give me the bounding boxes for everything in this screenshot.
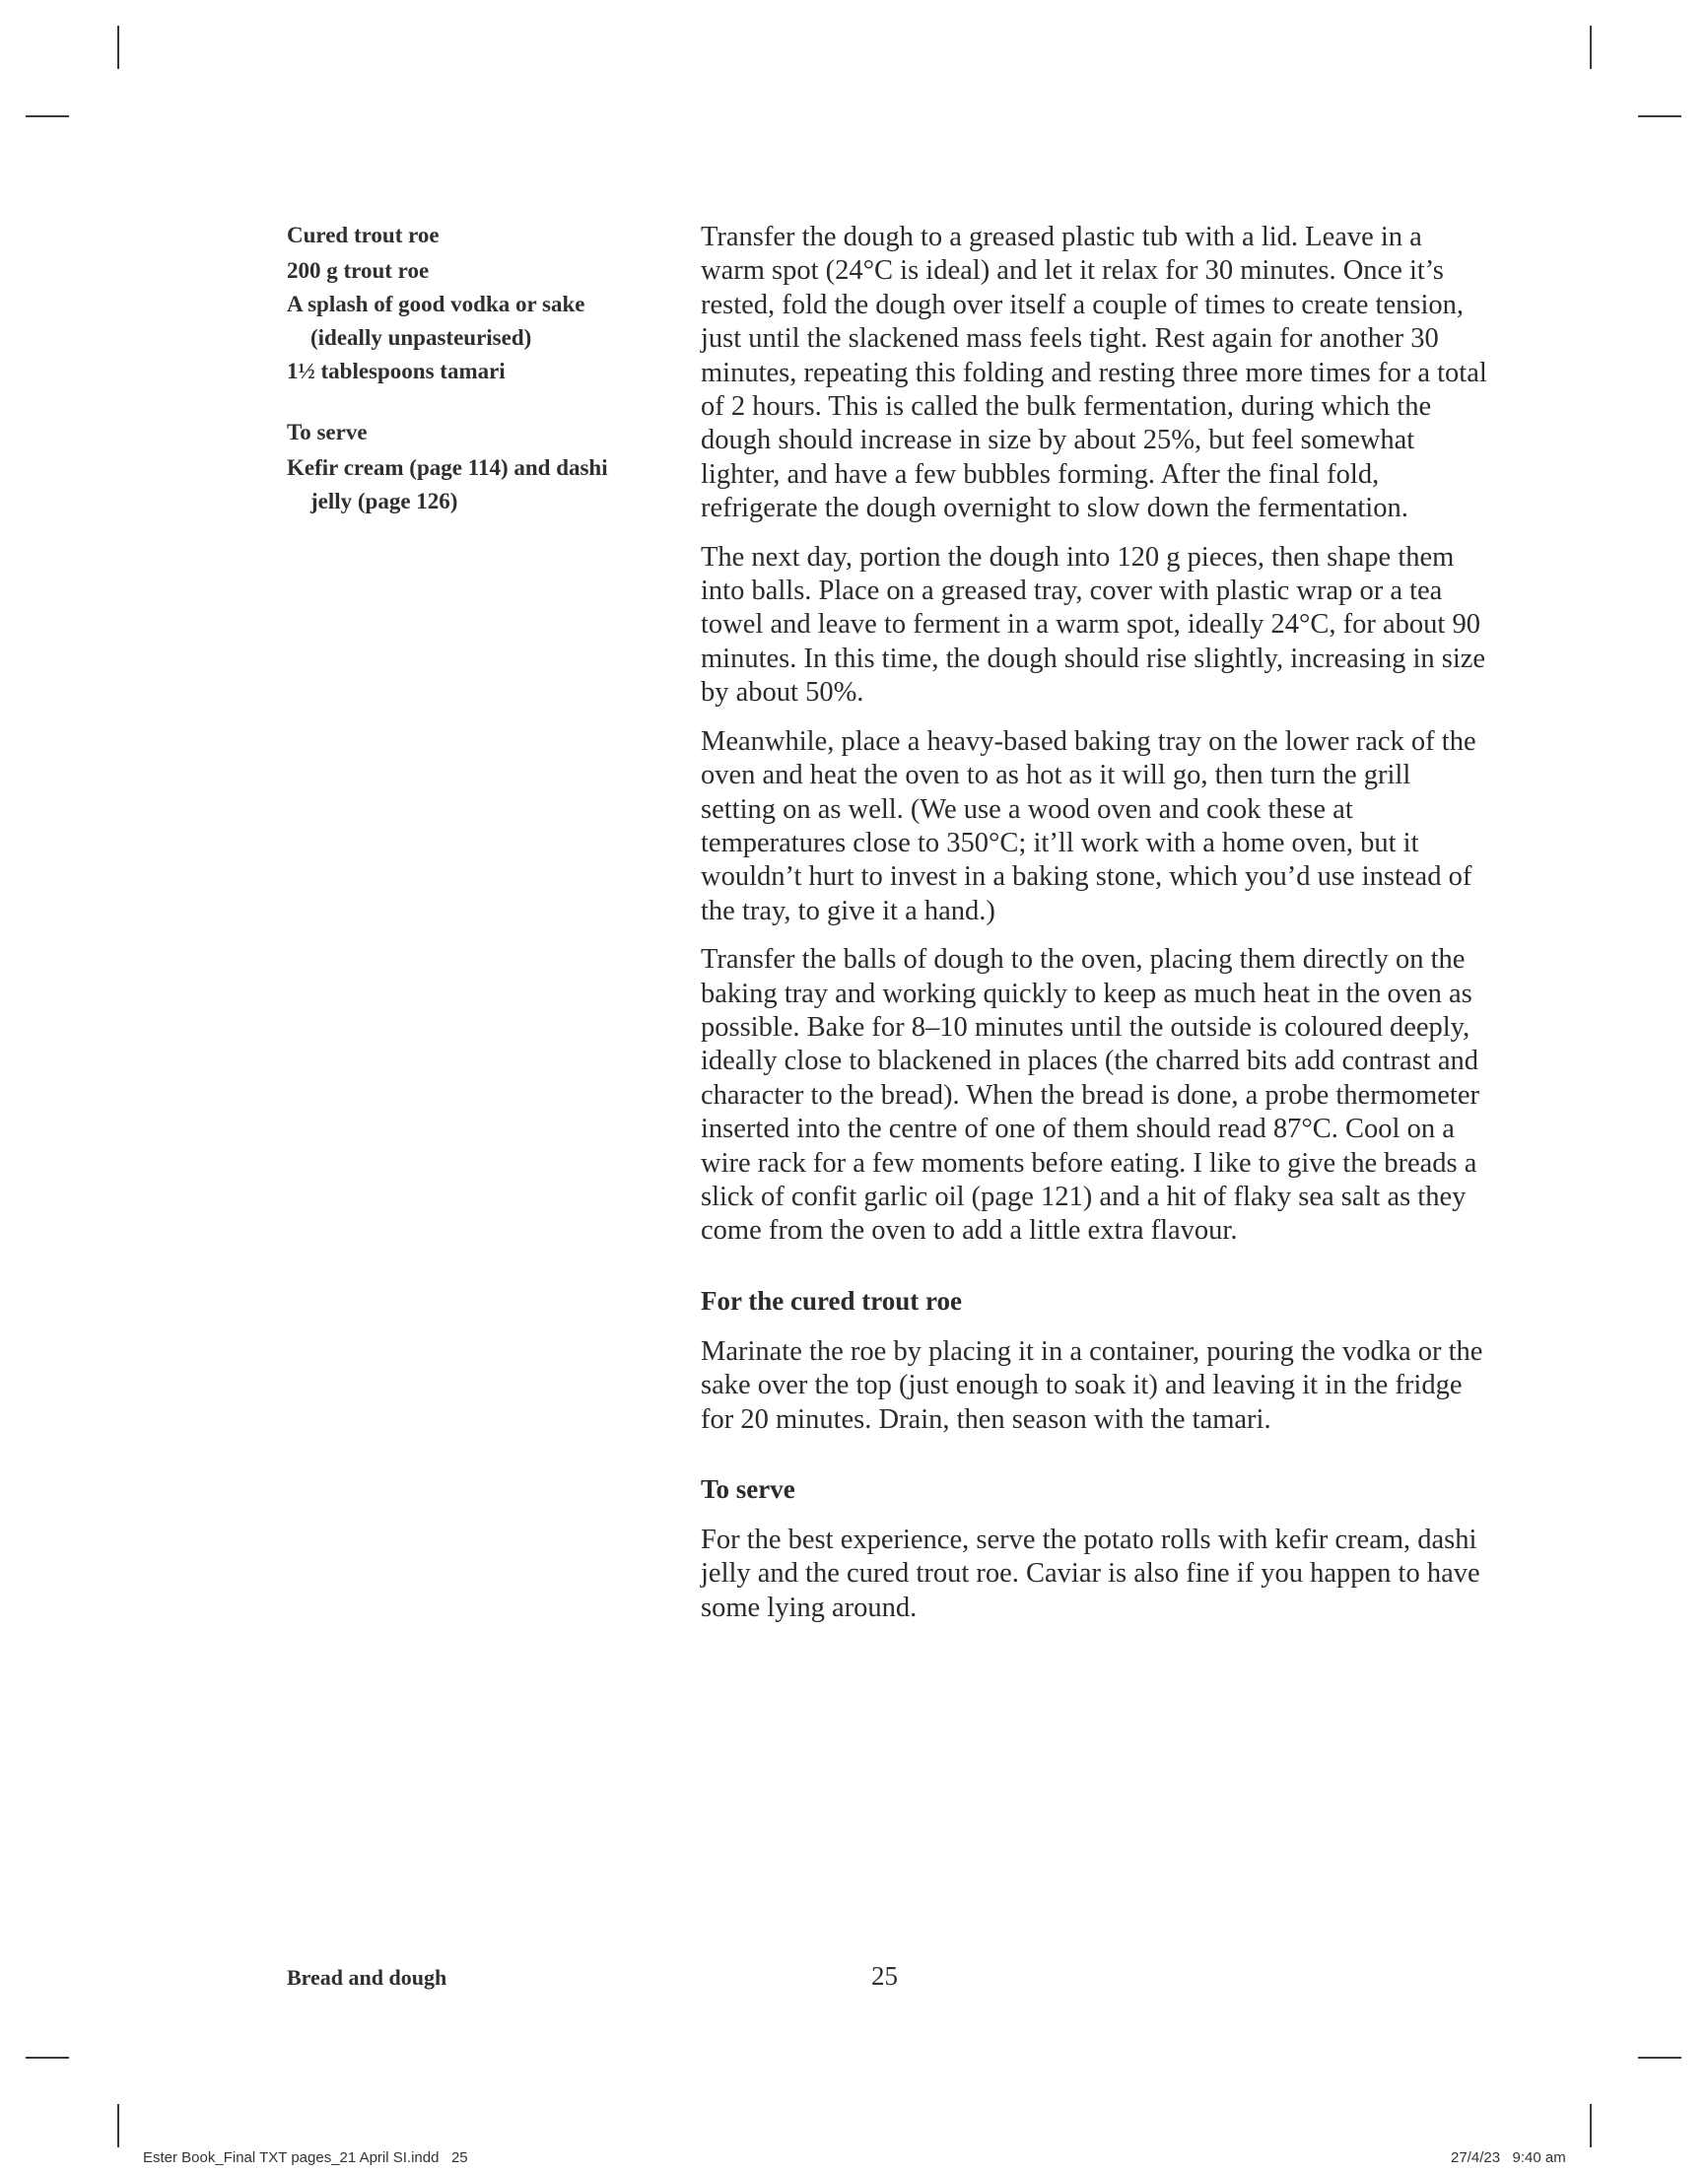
slug-file-info: Ester Book_Final TXT pages_21 April SI.indd 25 xyxy=(143,2149,468,2166)
section-heading-cured-trout-roe: For the cured trout roe xyxy=(701,1285,962,1316)
method-paragraph: For the best experience, serve the potato rolls with kefir cream, dashi jelly and the cured trout roe. Caviar is also fine if you happen to have some lying around. xyxy=(701,1525,1480,1623)
ingredient-group-heading: To serve xyxy=(287,420,368,444)
method-paragraph: Meanwhile, place a heavy-based baking tray on the lower rack of the oven and heat the oven to as hot as it will go, then turn the grill setting on as well. (We use a wood oven and cook these at temperatures close to 350°C; it’ll work with a home oven, but it wouldn’t hurt to invest in a baking stone, which you’d use instead of the tray, to give it a hand.) xyxy=(701,725,1476,926)
method-paragraph: The next day, portion the dough into 120 g pieces, then shape them into balls. Place on a greased tray, cover with plastic wrap or a tea towel and leave to ferment in a warm spot, ideally 24°C, for about 90 minutes. In this time, the dough should rise slightly, increasing in size by about 50%. xyxy=(701,541,1486,709)
method-paragraph: Transfer the dough to a greased plastic tub with a lid. Leave in a warm spot (24°C is ideal) and let it relax for 30 minutes. Once it’s rested, fold the dough over itself a couple of times to create tension, just until the slackened mass feels tight. Rest again for another 30 minutes, repeating this folding and resting three more times for a total of 2 hours. This is called the bulk fermentation, during which the dough should increase in size by about 25%, but feel somewhat lighter, and have a few bubbles forming. After the final fold, refrigerate the dough overnight to slow down the fermentation. xyxy=(701,222,1487,524)
crop-mark-top-left xyxy=(117,26,119,69)
crop-mark-bottom-right-horizontal xyxy=(1638,2057,1681,2059)
crop-mark-bottom-left xyxy=(117,2104,119,2147)
ingredient-group-cured-trout-roe xyxy=(287,219,642,388)
ingredient-line: Kefir cream (page 114) and dashi jelly (page 126) xyxy=(287,455,608,513)
method-paragraph: Marinate the roe by placing it in a container, pouring the vodka or the sake over the top (just enough to soak it) and leaving it in the fridge for 20 minutes. Drain, then season with the tamari. xyxy=(701,1335,1483,1435)
crop-mark-bottom-left-horizontal xyxy=(26,2057,69,2059)
section-heading-to-serve: To serve xyxy=(701,1474,795,1504)
crop-mark-bottom-right xyxy=(1590,2104,1592,2147)
running-footer-section: Bread and dough xyxy=(287,1965,447,1990)
method-paragraph: Transfer the balls of dough to the oven, placing them directly on the baking tray and working quickly to keep as much heat in the oven as possible. Bake for 8–10 minutes until the outside is coloured deeply, ideally close to blackened in places (the charred bits add contrast and character to the bread). When the bread is done, a probe thermometer inserted into the centre of one of them should read 87°C. Cool on a wire rack for a few moments before eating. I like to give the breads a slick of confit garlic oil (page 121) and a hit of flaky sea salt as they come from the oven to add a little extra flavour. xyxy=(701,944,1479,1247)
ingredient-line: A splash of good vodka or sake (ideally unpasteurised) xyxy=(287,292,585,350)
method-text xyxy=(701,221,1489,1640)
crop-mark-top-left-horizontal xyxy=(26,115,69,117)
ingredient-group-heading: Cured trout roe xyxy=(287,223,440,247)
slug-date-time: 27/4/23 9:40 am xyxy=(1451,2149,1566,2166)
crop-mark-top-right-horizontal xyxy=(1638,115,1681,117)
ingredient-group-to-serve xyxy=(287,416,642,518)
crop-mark-top-right xyxy=(1590,26,1592,69)
ingredient-line: 1½ tablespoons tamari xyxy=(287,359,506,383)
page-number: 25 xyxy=(871,1961,898,1991)
ingredients-list xyxy=(287,219,642,546)
ingredient-line: 200 g trout roe xyxy=(287,258,430,283)
